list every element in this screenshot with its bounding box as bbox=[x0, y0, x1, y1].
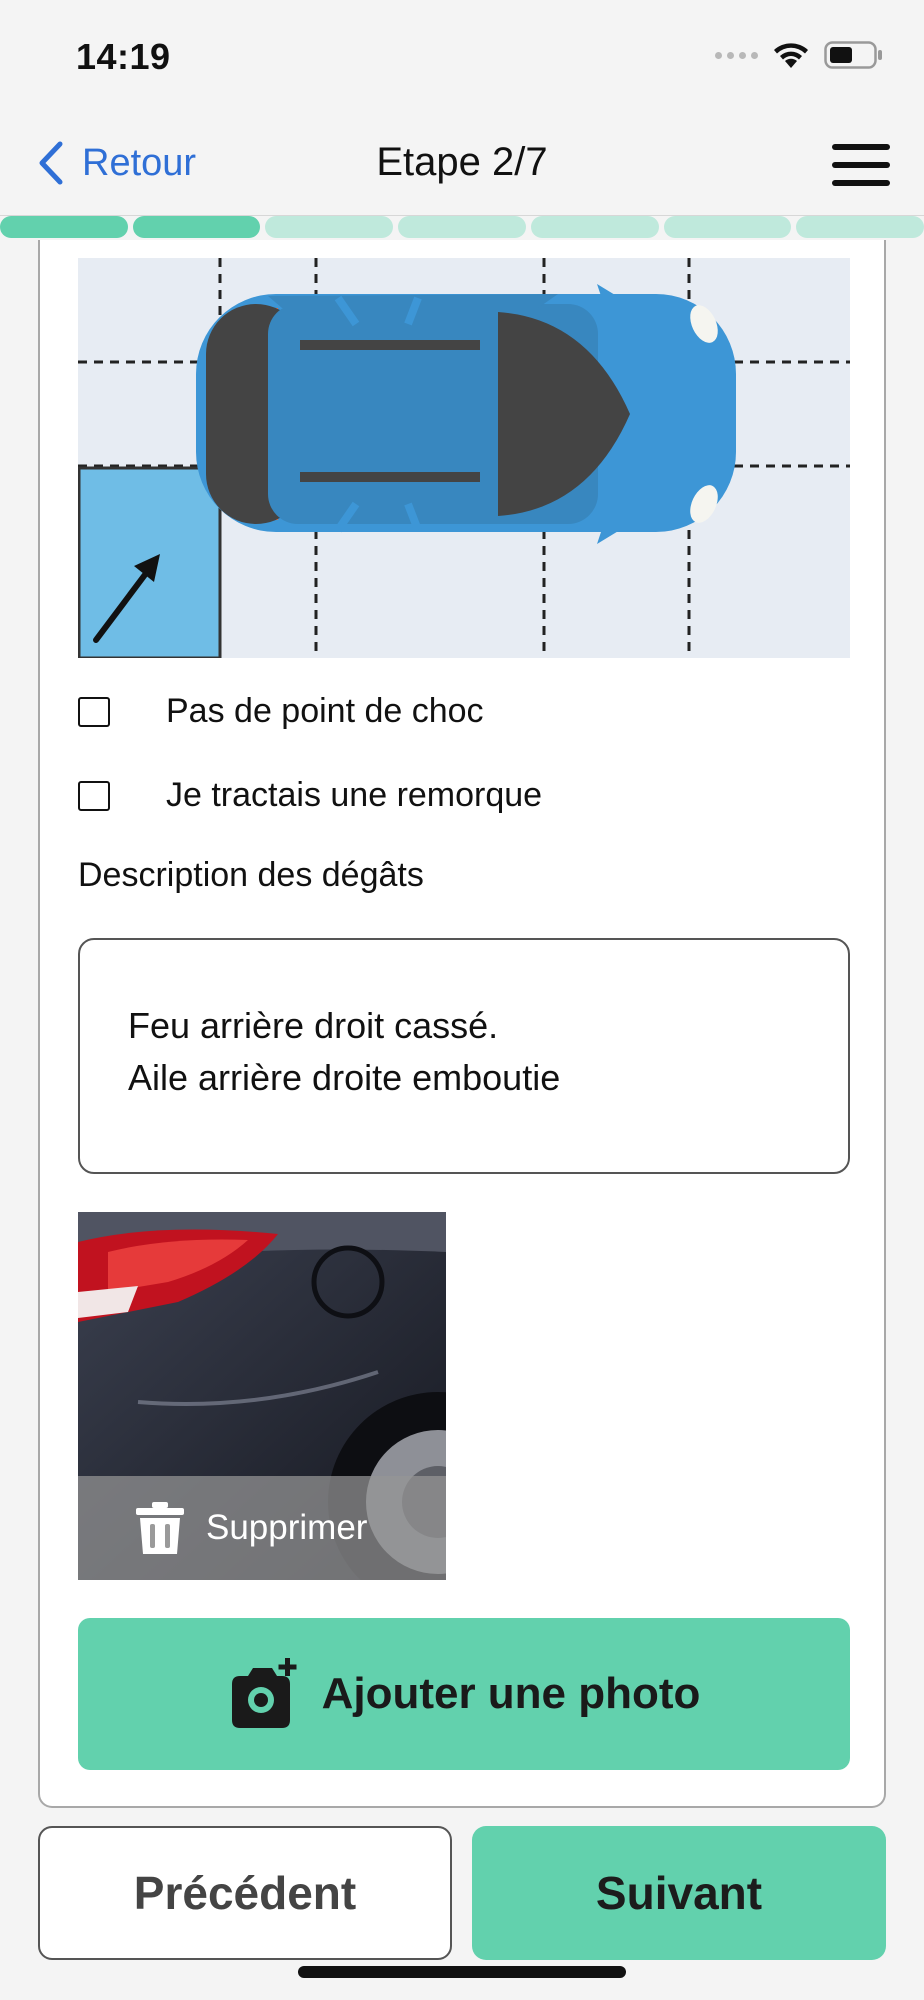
progress-step-7 bbox=[796, 216, 924, 238]
camera-plus-icon bbox=[228, 1658, 300, 1730]
step-progress-bar bbox=[0, 216, 924, 240]
progress-step-2 bbox=[133, 216, 261, 238]
trailer-label: Je tractais une remorque bbox=[166, 776, 543, 814]
progress-step-3 bbox=[265, 216, 393, 238]
progress-step-6 bbox=[664, 216, 792, 238]
trailer-checkbox[interactable] bbox=[78, 781, 110, 811]
trash-icon bbox=[134, 1500, 186, 1556]
back-label: Retour bbox=[82, 141, 197, 184]
menu-icon[interactable] bbox=[832, 144, 890, 186]
damage-photo bbox=[78, 1212, 446, 1580]
add-photo-label: Ajouter une photo bbox=[321, 1669, 701, 1718]
next-button[interactable]: Suivant bbox=[472, 1826, 886, 1960]
trailer-option[interactable] bbox=[78, 776, 542, 815]
navigation-bar bbox=[0, 110, 924, 216]
progress-step-5 bbox=[531, 216, 659, 238]
car-icon bbox=[196, 284, 736, 544]
no-impact-option[interactable] bbox=[78, 692, 484, 731]
progress-step-4 bbox=[398, 216, 526, 238]
delete-photo-label: Supprimer bbox=[206, 1508, 368, 1547]
home-indicator bbox=[298, 1966, 626, 1978]
damage-description-label: Description des dégâts bbox=[78, 856, 424, 894]
progress-step-1 bbox=[0, 216, 128, 238]
status-bar bbox=[0, 0, 924, 110]
no-impact-label: Pas de point de choc bbox=[166, 692, 484, 730]
page-title: Etape 2/7 bbox=[376, 140, 548, 184]
damage-description-input[interactable]: Feu arrière droit cassé. Aile arrière droite emboutie bbox=[78, 938, 850, 1174]
signal-icon bbox=[715, 52, 758, 59]
wifi-icon bbox=[772, 40, 810, 70]
status-icons bbox=[715, 40, 884, 70]
car-top-view-impact-diagram[interactable] bbox=[78, 258, 850, 658]
previous-button[interactable]: Précédent bbox=[38, 1826, 452, 1960]
status-time: 14:19 bbox=[76, 36, 171, 77]
no-impact-checkbox[interactable] bbox=[78, 697, 110, 727]
damage-card bbox=[38, 240, 886, 1808]
battery-icon bbox=[824, 40, 884, 70]
delete-photo-button[interactable] bbox=[78, 1476, 446, 1580]
add-photo-button[interactable] bbox=[78, 1618, 850, 1770]
selected-impact-zone[interactable] bbox=[79, 468, 220, 658]
